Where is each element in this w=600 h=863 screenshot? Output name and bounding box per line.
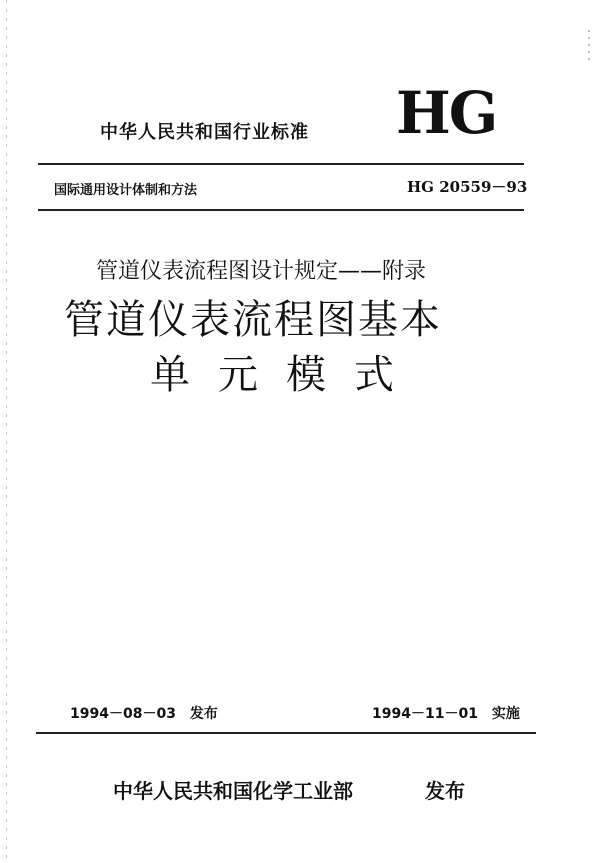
middle-divider: [38, 209, 524, 211]
scan-artifact-dots: [588, 30, 590, 60]
document-subtitle: 管道仪表流程图设计规定——附录: [96, 259, 427, 284]
bottom-divider: [36, 732, 536, 734]
standard-title: 中华人民共和国行业标准: [100, 122, 309, 143]
top-divider: [38, 163, 524, 165]
publisher-name: 中华人民共和国化学工业部: [113, 779, 353, 803]
hg-logo: HG: [396, 79, 497, 147]
scan-artifact-line: [6, 0, 7, 863]
standard-code: HG 20559－93: [407, 178, 528, 196]
category-label: 国际通用设计体制和方法: [54, 183, 198, 198]
main-title-line-1: 管道仪表流程图基本: [64, 297, 442, 343]
main-title-line-2: 单元模式: [150, 352, 422, 398]
issue-date: 1994－08－03 发布: [70, 706, 218, 722]
effective-date: 1994－11－01 实施: [372, 706, 520, 722]
publisher-verb: 发布: [425, 779, 465, 803]
